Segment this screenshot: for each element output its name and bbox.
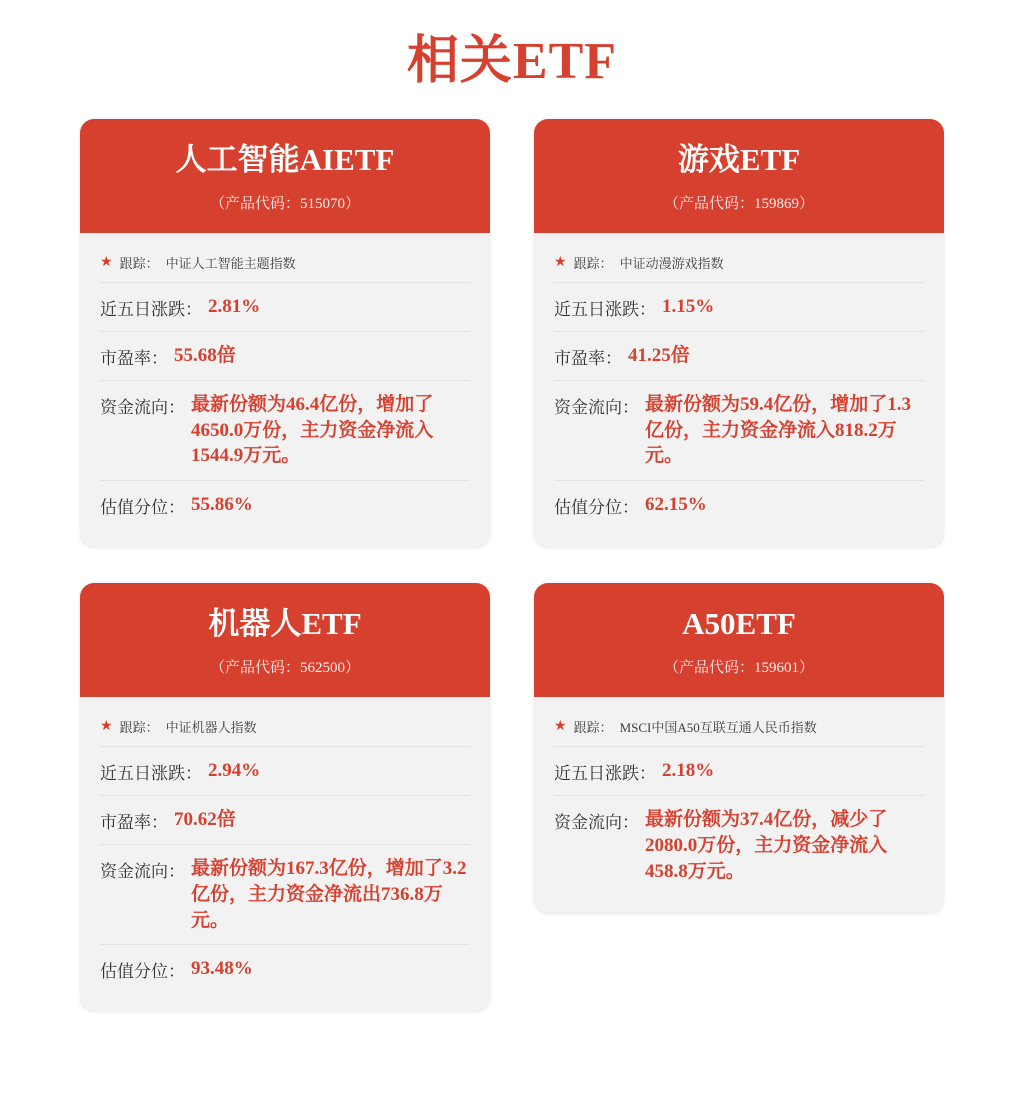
metric-fund-flow xyxy=(100,380,470,480)
metric-value: 2.18% xyxy=(662,760,715,782)
metric-value: 2.81% xyxy=(208,296,261,318)
metric-value: 2.94% xyxy=(208,760,261,782)
etf-card[interactable] xyxy=(80,119,490,547)
metric-valuation-percentile xyxy=(100,480,470,529)
etf-code: （产品代码：562500） xyxy=(209,660,360,677)
tracking-index-row xyxy=(100,249,470,282)
metric-value: 最新份额为59.4亿份，增加了1.3亿份，主力资金净流入818.2万元。 xyxy=(645,394,912,467)
tracking-index: 中证机器人指数 xyxy=(165,720,257,736)
metric-label: 估值分位： xyxy=(554,498,639,518)
etf-card[interactable] xyxy=(534,119,944,547)
metric-pe-ratio xyxy=(100,795,470,844)
tracking-index-row xyxy=(554,713,924,746)
etf-code: （产品代码：515070） xyxy=(209,196,360,213)
metric-label: 估值分位： xyxy=(100,498,185,518)
etf-card-body xyxy=(534,697,944,913)
etf-card-body xyxy=(80,233,490,547)
metric-label: 资金流向： xyxy=(100,862,185,882)
page-title: 相关ETF xyxy=(406,33,618,90)
metric-valuation-percentile xyxy=(100,944,470,993)
metric-valuation-percentile xyxy=(554,480,924,529)
metric-value: 62.15% xyxy=(645,494,707,516)
metric-label: 近五日涨跌： xyxy=(100,764,202,784)
star-icon: ★ xyxy=(100,718,113,734)
etf-name: 游戏ETF xyxy=(677,142,801,177)
tracking-label: 跟踪： xyxy=(119,256,159,272)
etf-card[interactable] xyxy=(80,583,490,1011)
metric-value: 41.25倍 xyxy=(628,345,690,367)
etf-name: 机器人ETF xyxy=(208,606,362,642)
metric-value: 最新份额为167.3亿份，增加了3.2亿份，主力资金净流出736.8万元。 xyxy=(191,858,467,931)
metric-value: 最新份额为46.4亿份，增加了4650.0万份，主力资金净流入1544.9万元。 xyxy=(191,394,434,467)
metric-label: 资金流向： xyxy=(554,398,639,418)
star-icon: ★ xyxy=(554,254,567,270)
metric-label: 市盈率： xyxy=(554,349,622,369)
metric-five-day-change xyxy=(554,746,924,795)
metric-value: 70.62倍 xyxy=(174,809,236,831)
etf-card-grid xyxy=(0,119,1024,1011)
metric-value: 1.15% xyxy=(662,296,715,318)
metric-label: 资金流向： xyxy=(554,813,639,833)
metric-fund-flow xyxy=(100,844,470,944)
etf-card-header xyxy=(80,583,490,697)
tracking-index-row xyxy=(100,713,470,746)
metric-label: 近五日涨跌： xyxy=(554,300,656,320)
metric-label: 近五日涨跌： xyxy=(554,764,656,784)
metric-label: 市盈率： xyxy=(100,813,168,833)
metric-value: 最新份额为37.4亿份，减少了2080.0万份，主力资金净流入458.8万元。 xyxy=(645,809,888,882)
etf-card-header xyxy=(534,119,944,233)
etf-name: A50ETF xyxy=(682,606,796,642)
metric-five-day-change xyxy=(100,282,470,331)
tracking-label: 跟踪： xyxy=(119,720,159,736)
metric-label: 资金流向： xyxy=(100,398,185,418)
metric-value: 93.48% xyxy=(191,958,253,980)
etf-code: （产品代码：159601） xyxy=(663,660,814,677)
metric-fund-flow xyxy=(554,795,924,895)
star-icon: ★ xyxy=(100,254,113,270)
etf-name: 人工智能AIETF xyxy=(175,142,395,177)
etf-card-header xyxy=(534,583,944,697)
metric-value: 55.68倍 xyxy=(174,345,236,367)
etf-card-header xyxy=(80,119,490,233)
metric-label: 近五日涨跌： xyxy=(100,300,202,320)
metric-fund-flow xyxy=(554,380,924,480)
metric-five-day-change xyxy=(100,746,470,795)
metric-value: 55.86% xyxy=(191,494,253,516)
etf-card-body xyxy=(534,233,944,547)
metric-label: 估值分位： xyxy=(100,962,185,982)
etf-code: （产品代码：159869） xyxy=(663,196,814,213)
tracking-label: 跟踪： xyxy=(573,256,613,272)
etf-page xyxy=(0,18,1024,1035)
tracking-index: MSCI中国A50互联互通人民币指数 xyxy=(619,720,817,736)
tracking-index: 中证人工智能主题指数 xyxy=(165,256,296,272)
metric-pe-ratio xyxy=(100,331,470,380)
metric-label: 市盈率： xyxy=(100,349,168,369)
etf-card-body xyxy=(80,697,490,1011)
etf-card[interactable] xyxy=(534,583,944,913)
metric-pe-ratio xyxy=(554,331,924,380)
star-icon: ★ xyxy=(554,718,567,734)
tracking-label: 跟踪： xyxy=(573,720,613,736)
tracking-index: 中证动漫游戏指数 xyxy=(619,256,724,272)
tracking-index-row xyxy=(554,249,924,282)
metric-five-day-change xyxy=(554,282,924,331)
